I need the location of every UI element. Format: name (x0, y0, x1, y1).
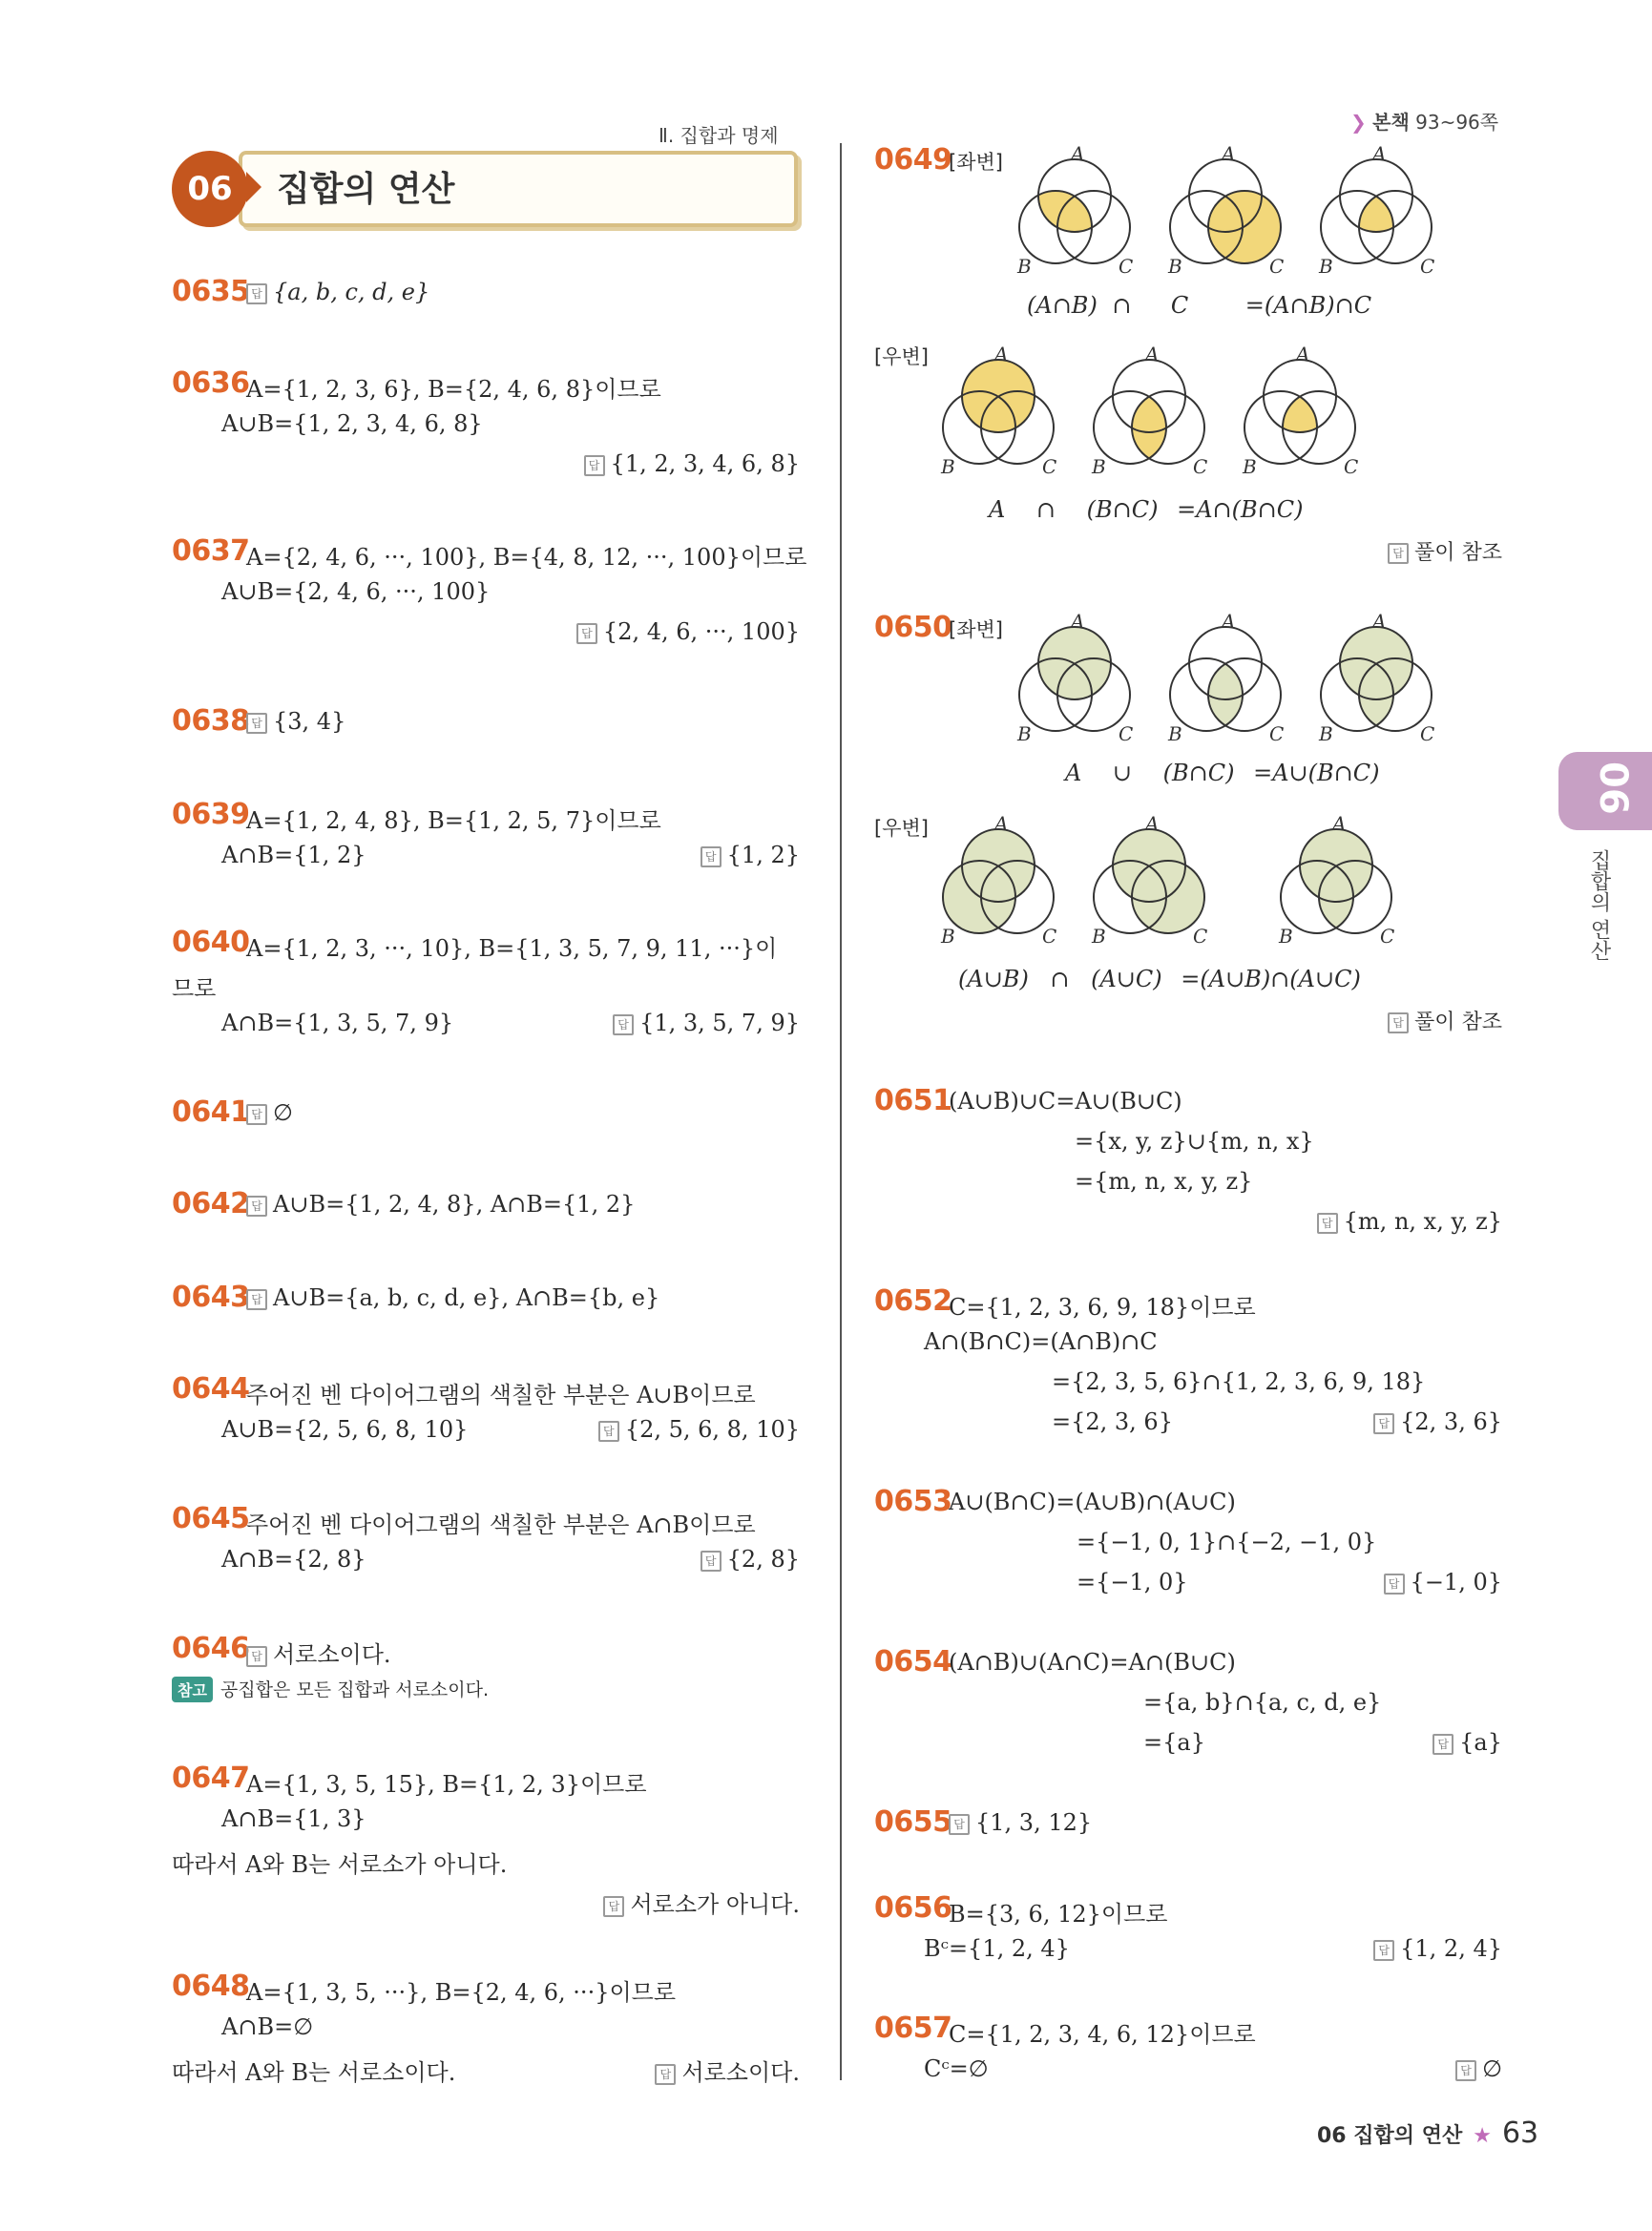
answer-mark-icon: 답 (949, 1814, 970, 1835)
svg-text:C: C (1119, 255, 1134, 278)
problem-number: 0641 (172, 1095, 250, 1129)
line-3: 따라서 A와 B는 서로소이다. (172, 2059, 456, 2086)
svg-text:B: B (1243, 455, 1257, 478)
venn-diagram-1 (1016, 611, 1133, 745)
equation-1: A ∪ (B∩C) =A∪(B∩C) (1065, 760, 1380, 786)
problem-number: 0655 (874, 1805, 952, 1839)
answer: 답 A∪B={1, 2, 4, 8}, A∩B={1, 2} (246, 1191, 635, 1218)
left-side-tag: [좌변] (949, 618, 1003, 641)
problem-number: 0651 (874, 1084, 952, 1117)
line-1: A∪(B∩C)=(A∪B)∩(A∪C) (949, 1489, 1236, 1515)
line-2: ={a, b}∩{a, c, d, e} (1143, 1689, 1382, 1716)
left-column (172, 0, 807, 2231)
answer: 답 {2, 3, 6} (1373, 1408, 1502, 1435)
problem-number: 0653 (874, 1485, 952, 1518)
answer: 답 서로소이다. (246, 1636, 391, 1669)
answer-mark-icon: 답 (246, 1289, 267, 1310)
problem-0656 (874, 1891, 1502, 1968)
venn-row-1 (1008, 611, 1466, 754)
venn-diagram-2 (1167, 611, 1284, 745)
problem-0652 (874, 1284, 1502, 1447)
chapter-title: 집합의 연산 (277, 170, 455, 209)
answer: 답 서로소가 아니다. (603, 1886, 800, 1919)
answer-mark-icon: 답 (701, 846, 721, 867)
line-1: A={1, 2, 4, 8}, B={1, 2, 5, 7}이므로 (246, 807, 661, 834)
line-2: A∪B={2, 4, 6, ···, 100} (221, 578, 491, 605)
problem-0645 (172, 1502, 800, 1578)
problem-0635 (172, 275, 800, 313)
answer: 답 {m, n, x, y, z} (1317, 1208, 1502, 1235)
problem-number: 0635 (172, 275, 250, 308)
answer: 답 {2, 8} (701, 1546, 800, 1573)
venn-diagram-2 (1091, 344, 1207, 478)
problem-0642 (172, 1187, 800, 1225)
svg-text:B: B (1017, 722, 1032, 745)
svg-text:A: A (1372, 143, 1387, 165)
svg-text:A: A (1332, 813, 1347, 835)
svg-text:C: C (1380, 925, 1395, 948)
left-side-tag: [좌변] (949, 151, 1003, 174)
answer-mark-icon: 답 (1317, 1213, 1338, 1234)
page-number: 63 (1501, 2116, 1539, 2150)
svg-text:C: C (1344, 455, 1359, 478)
answer-mark-icon: 답 (1455, 2060, 1476, 2081)
line-1: (A∪B)∪C=A∪(B∪C) (949, 1088, 1182, 1115)
problem-0640 (172, 926, 800, 1040)
line-1: A={1, 2, 3, 6}, B={2, 4, 6, 8}이므로 (246, 376, 661, 403)
problem-number: 0652 (874, 1284, 952, 1318)
problem-number: 0645 (172, 1502, 250, 1535)
svg-text:B: B (1279, 925, 1293, 948)
venn-diagram-1 (940, 813, 1056, 948)
svg-text:C: C (1042, 455, 1057, 478)
problem-0646 (172, 1632, 800, 1708)
problem-0637 (172, 534, 807, 649)
svg-text:A: A (1145, 813, 1160, 835)
answer: 답 풀이 참조 (1388, 536, 1502, 566)
svg-text:C: C (1193, 455, 1208, 478)
answer-mark-icon: 답 (1373, 1413, 1394, 1434)
answer: 답 {3, 4} (246, 708, 345, 735)
answer: 답 {1, 2, 3, 4, 6, 8} (584, 450, 800, 477)
line-2: ={x, y, z}∪{m, n, x} (1075, 1128, 1314, 1155)
answer: 답 ∅ (246, 1099, 293, 1126)
chapter-number-badge: 06 (172, 151, 248, 227)
line-2: A∩B={1, 2} (221, 842, 366, 868)
answer: 답 풀이 참조 (1388, 1006, 1502, 1035)
line-2: ={−1, 0, 1}∩{−2, −1, 0} (1077, 1529, 1377, 1555)
answer-mark-icon: 답 (1388, 1012, 1409, 1033)
svg-text:A: A (1222, 143, 1236, 165)
problem-number: 0657 (874, 2012, 952, 2045)
line-2: A∪B={2, 5, 6, 8, 10} (221, 1416, 469, 1443)
problem-number: 0643 (172, 1281, 250, 1314)
answer-mark-icon: 답 (1384, 1574, 1405, 1595)
svg-text:A: A (1071, 611, 1085, 633)
svg-text:B: B (941, 925, 955, 948)
line-1: (A∩B)∪(A∩C)=A∩(B∪C) (949, 1649, 1236, 1676)
problem-number: 0650 (874, 611, 952, 644)
svg-text:C: C (1269, 255, 1285, 278)
svg-text:B: B (941, 455, 955, 478)
star-icon: ★ (1473, 2124, 1492, 2148)
problem-number: 0640 (172, 926, 250, 959)
equation-2: A ∩ (B∩C) =A∩(B∩C) (989, 496, 1304, 523)
problem-number: 0638 (172, 704, 250, 738)
svg-text:C: C (1420, 255, 1435, 278)
problem-number: 0654 (874, 1645, 952, 1678)
answer: 답 {−1, 0} (1384, 1569, 1502, 1595)
line-2: A∩B=∅ (221, 2013, 314, 2040)
svg-text:A: A (1222, 611, 1236, 633)
answer-mark-icon: 답 (246, 283, 267, 304)
line-4: ={2, 3, 6} (1052, 1408, 1173, 1435)
side-chapter-label: 집합의 연산 (1587, 849, 1611, 961)
answer: 답 {1, 3, 12} (949, 1809, 1092, 1836)
side-tab-number: 06 (1591, 761, 1635, 815)
problem-number: 0656 (874, 1891, 952, 1925)
part-label: Ⅱ. 집합과 명제 (659, 124, 779, 147)
venn-diagram-1 (940, 344, 1056, 478)
line-1: B={3, 6, 12}이므로 (949, 1901, 1168, 1928)
svg-text:B: B (1319, 255, 1333, 278)
answer-mark-icon: 답 (584, 455, 605, 476)
venn-diagram-3 (1278, 813, 1394, 948)
problem-0654 (874, 1645, 1502, 1769)
answer: 답 {2, 4, 6, ···, 100} (576, 618, 800, 645)
problem-number: 0648 (172, 1970, 250, 2003)
svg-text:B: B (1168, 722, 1182, 745)
answer-mark-icon: 답 (1432, 1734, 1453, 1755)
line-1-continued: 므로 (172, 975, 217, 1002)
line-3: ={2, 3, 5, 6}∩{1, 2, 3, 6, 9, 18} (1052, 1368, 1426, 1395)
answer-mark-icon: 답 (1388, 543, 1409, 564)
svg-text:A: A (1296, 344, 1310, 365)
answer-mark-icon: 답 (246, 1646, 267, 1667)
right-column (874, 0, 1502, 2231)
answer: 답 {a, b, c, d, e} (246, 279, 429, 305)
problem-0638 (172, 704, 800, 742)
svg-text:C: C (1269, 722, 1285, 745)
svg-text:A: A (994, 344, 1009, 365)
problem-0641 (172, 1095, 800, 1134)
answer: 답 서로소이다. (655, 2054, 800, 2087)
line-1: A={1, 2, 3, ···, 10}, B={1, 3, 5, 7, 9, 11, ···}이 (246, 935, 778, 962)
problem-number: 0639 (172, 798, 250, 831)
answer-mark-icon: 답 (246, 1196, 267, 1217)
answer-mark-icon: 답 (655, 2064, 676, 2085)
right-side-tag: [우변] (874, 817, 929, 840)
answer-mark-icon: 답 (576, 623, 597, 644)
venn-diagram-3 (1318, 611, 1434, 745)
venn-row-2 (931, 344, 1390, 487)
problem-0639 (172, 798, 800, 874)
answer: 답 {1, 3, 5, 7, 9} (613, 1010, 800, 1036)
problem-number: 0644 (172, 1372, 250, 1406)
svg-text:B: B (1092, 455, 1106, 478)
svg-text:C: C (1119, 722, 1134, 745)
problem-0653 (874, 1485, 1502, 1609)
line-1: A={2, 4, 6, ···, 100}, B={4, 8, 12, ···, 100}이므로 (246, 544, 807, 571)
ref-label: 본책 (1372, 111, 1410, 134)
svg-text:C: C (1193, 925, 1208, 948)
svg-text:B: B (1092, 925, 1106, 948)
footer-chapter: 06 집합의 연산 (1317, 2124, 1463, 2148)
problem-number: 0636 (172, 366, 250, 400)
svg-text:A: A (1372, 611, 1387, 633)
answer: 답 {1, 2, 4} (1373, 1935, 1502, 1962)
chapter-side-tab (1558, 752, 1652, 830)
answer: 답 {a} (1432, 1729, 1502, 1756)
problem-number: 0646 (172, 1632, 250, 1665)
line-2: A∩(B∩C)=(A∩B)∩C (924, 1328, 1158, 1355)
problem-0657 (874, 2012, 1502, 2088)
line-3: ={a} (1143, 1729, 1205, 1756)
equation-2: (A∪B) ∩ (A∪C) =(A∪B)∩(A∪C) (958, 966, 1361, 992)
svg-text:A: A (1145, 344, 1160, 365)
problem-0636 (172, 366, 800, 481)
svg-text:B: B (1017, 255, 1032, 278)
problem-number: 0637 (172, 534, 250, 568)
problem-number: 0647 (172, 1762, 250, 1795)
venn-diagram-2 (1167, 143, 1284, 278)
line-3: ={−1, 0} (1077, 1569, 1188, 1595)
answer-mark-icon: 답 (1373, 1940, 1394, 1961)
page-footer (1317, 2116, 1538, 2150)
line-3: 따라서 A와 B는 서로소가 아니다. (172, 1851, 508, 1878)
answer: 답 {1, 2} (701, 842, 800, 868)
problem-number: 0649 (874, 143, 952, 177)
problem-0647 (172, 1762, 800, 1918)
answer: 답 ∅ (1455, 2055, 1502, 2082)
svg-text:A: A (994, 813, 1009, 835)
answer: 답 A∪B={a, b, c, d, e}, A∩B={b, e} (246, 1284, 659, 1311)
svg-text:A: A (1071, 143, 1085, 165)
venn-diagram-3 (1318, 143, 1434, 278)
line-2: Cᶜ=∅ (924, 2055, 989, 2082)
ref-pages: 93~96쪽 (1415, 111, 1499, 134)
venn-diagram-3 (1242, 344, 1358, 478)
line-3: ={m, n, x, y, z} (1075, 1168, 1253, 1195)
line-2: A∩B={1, 3} (221, 1805, 366, 1832)
equation-1: (A∩B) ∩ C =(A∩B)∩C (1027, 292, 1372, 319)
svg-text:C: C (1042, 925, 1057, 948)
note: 참고 공집합은 모든 집합과 서로소이다. (172, 1676, 489, 1702)
answer-mark-icon: 답 (613, 1014, 634, 1035)
line-1: 주어진 벤 다이어그램의 색칠한 부분은 A∪B이므로 (246, 1382, 756, 1408)
answer-mark-icon: 답 (701, 1551, 721, 1572)
problem-0651 (874, 1084, 1502, 1235)
problem-number: 0642 (172, 1187, 250, 1220)
answer-mark-icon: 답 (246, 713, 267, 734)
problem-0643 (172, 1281, 800, 1319)
line-1: C={1, 2, 3, 6, 9, 18}이므로 (949, 1294, 1256, 1321)
problem-0649 (874, 143, 1502, 573)
column-divider (840, 143, 842, 2080)
problem-0650 (874, 611, 1502, 1034)
answer-mark-icon: 답 (603, 1896, 624, 1917)
line-1: 주어진 벤 다이어그램의 색칠한 부분은 A∩B이므로 (246, 1512, 756, 1538)
answer-mark-icon: 답 (598, 1421, 619, 1442)
line-1: A={1, 3, 5, 15}, B={1, 2, 3}이므로 (246, 1771, 647, 1798)
answer-mark-icon: 답 (246, 1104, 267, 1125)
problem-0655 (874, 1805, 1502, 1844)
note-tag: 참고 (172, 1677, 213, 1702)
line-1: C={1, 2, 3, 4, 6, 12}이므로 (949, 2021, 1256, 2048)
answer: 답 {2, 5, 6, 8, 10} (598, 1416, 800, 1443)
line-1: A={1, 3, 5, ···}, B={2, 4, 6, ···}이므로 (246, 1979, 677, 2006)
line-2: Bᶜ={1, 2, 4} (924, 1935, 1070, 1962)
svg-text:B: B (1168, 255, 1182, 278)
svg-text:C: C (1420, 722, 1435, 745)
line-2: A∪B={1, 2, 3, 4, 6, 8} (221, 410, 483, 437)
venn-diagram-1 (1016, 143, 1133, 278)
problem-0648 (172, 1970, 800, 2084)
chevron-right-icon: ❯ (1350, 111, 1367, 134)
line-2: A∩B={2, 8} (221, 1546, 366, 1573)
problem-0644 (172, 1372, 800, 1449)
line-2: A∩B={1, 3, 5, 7, 9} (221, 1010, 454, 1036)
venn-row-2 (931, 813, 1428, 956)
venn-diagram-2 (1091, 813, 1207, 948)
venn-row-1 (1008, 143, 1466, 286)
svg-text:B: B (1319, 722, 1333, 745)
right-side-tag: [우변] (874, 345, 929, 368)
